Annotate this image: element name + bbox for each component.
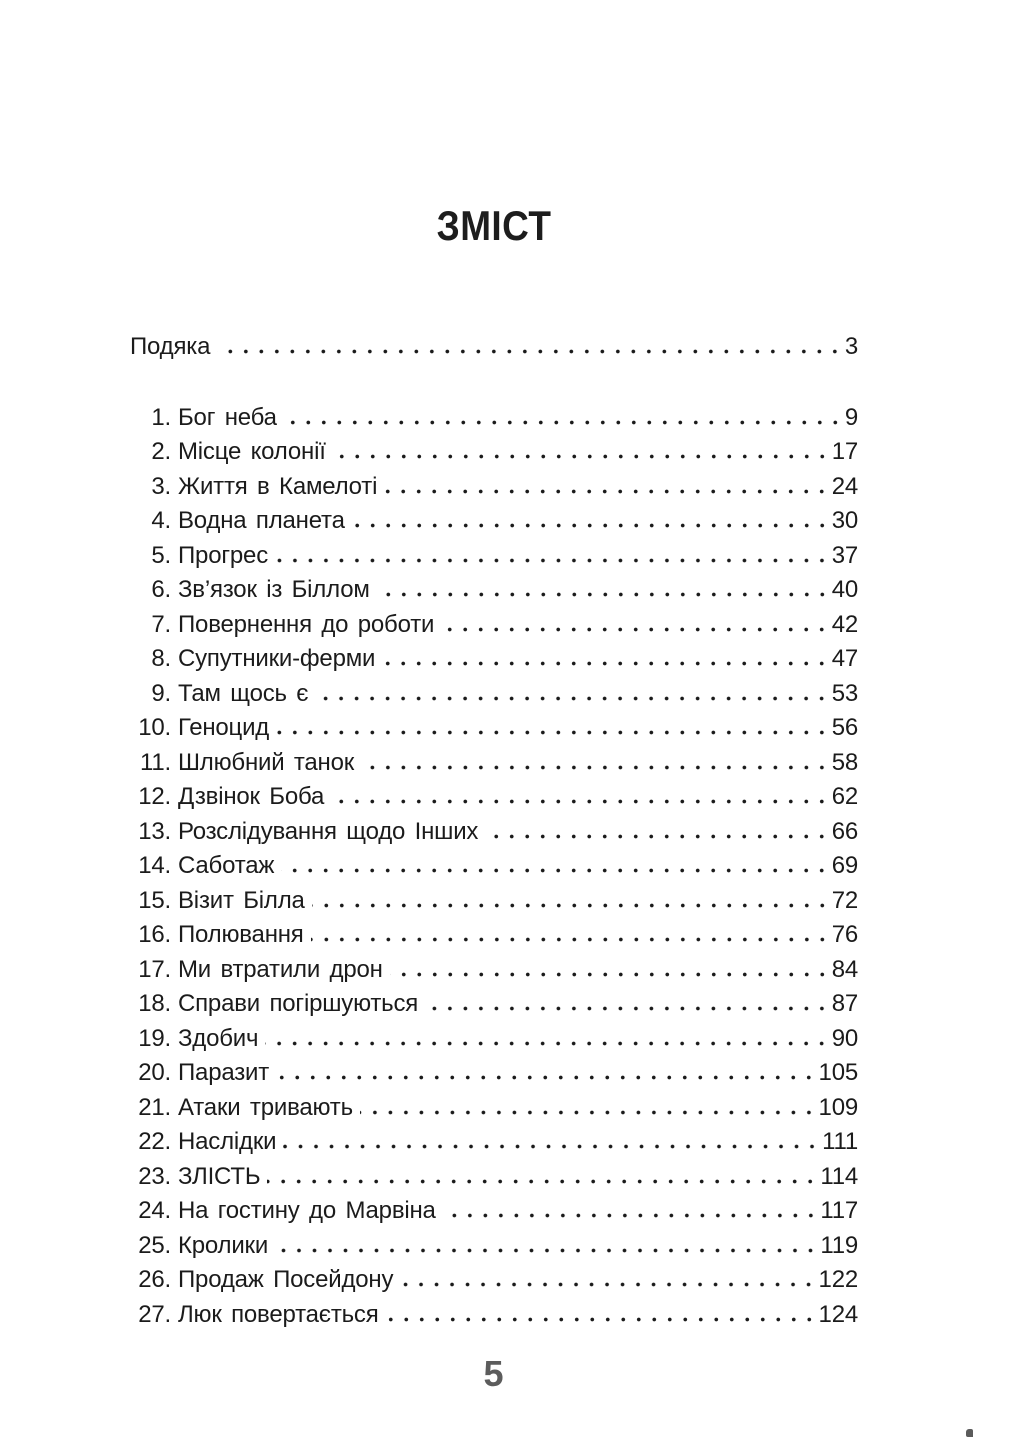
toc-entry-title: Наслідки — [178, 1128, 277, 1155]
toc-entry-title: Продаж Посейдону — [178, 1266, 394, 1293]
dot-leader — [267, 1179, 818, 1184]
toc-entry-title: Дзвінок Боба — [178, 783, 325, 810]
toc-entry-page: 87 — [831, 990, 858, 1017]
toc-entry-title: Зв’язок із Біллом — [178, 576, 370, 603]
toc-entry-row — [130, 818, 858, 853]
toc-entry-page: 56 — [831, 714, 858, 741]
toc-entry-number: 22. — [138, 1128, 171, 1155]
toc-entry-number: 9. — [151, 679, 171, 707]
toc-entry-page: 111 — [822, 1128, 858, 1155]
dot-leader — [311, 937, 830, 942]
toc-entry-row — [130, 852, 858, 887]
toc-entry-row — [130, 473, 858, 508]
toc-entry-page: 119 — [820, 1231, 858, 1259]
toc-entry-page: 58 — [831, 748, 858, 776]
toc-entry-row — [130, 1232, 858, 1267]
toc-entry-row — [130, 1266, 858, 1301]
toc-entry-row — [130, 1301, 858, 1336]
dot-leader — [275, 1248, 818, 1253]
toc-entry-title: Атаки тривають — [178, 1093, 353, 1121]
toc-entry-number: 15. — [138, 886, 171, 914]
toc-entry-title: Візит Білла — [178, 886, 305, 914]
toc-entry-page: 109 — [818, 1093, 858, 1121]
toc-entry-page: 40 — [831, 576, 858, 603]
toc-entry-number: 16. — [138, 921, 171, 948]
dot-leader — [217, 349, 843, 354]
dot-leader — [485, 834, 829, 839]
toc-entry-page: 90 — [831, 1024, 858, 1052]
toc-entry-title: Місце колонії — [178, 438, 326, 465]
toc-entry-title: Справи погіршуються — [178, 990, 419, 1017]
toc-entry-row — [130, 507, 858, 542]
toc-entry-number: 4. — [151, 507, 171, 534]
toc-entry-row — [130, 887, 858, 922]
toc-entry-page: 124 — [818, 1300, 858, 1328]
toc-entry-row — [130, 404, 858, 439]
toc-entry-row — [130, 1094, 858, 1129]
toc-entry-page: 62 — [831, 783, 858, 810]
toc-entry-title: Там щось є — [178, 679, 309, 707]
toc-entry-title: Кролики — [178, 1231, 269, 1259]
toc-entry-title: Геноцид — [178, 714, 270, 741]
dot-leader — [400, 1282, 816, 1287]
toc-entry-page: 114 — [820, 1162, 858, 1190]
toc-entry-title: Бог неба — [178, 403, 277, 431]
dot-leader — [275, 558, 830, 563]
dot-leader — [312, 903, 830, 908]
toc-entry-title: Саботаж — [178, 852, 275, 879]
toc-entry-title: Життя в Камелоті — [178, 472, 378, 500]
toc-entry-number: 3. — [151, 472, 171, 500]
page-title: ЗМІСТ — [436, 202, 552, 249]
dot-leader — [265, 1041, 829, 1046]
dot-leader — [276, 1075, 817, 1080]
toc-entry-page: 84 — [831, 955, 858, 983]
toc-entry-number: 5. — [151, 541, 171, 569]
toc-entry-page: 37 — [831, 541, 858, 569]
toc-entry-number: 10. — [138, 714, 171, 741]
toc-entry-number: 7. — [151, 610, 171, 638]
toc-entry-title: Люк повертається — [178, 1300, 379, 1328]
dot-leader — [382, 661, 829, 666]
dot-leader — [315, 696, 829, 701]
toc-entry-row — [130, 714, 858, 749]
toc-entry-title: Ми втратили дрон — [178, 955, 383, 983]
toc-entry-number: 25. — [138, 1231, 171, 1259]
dot-leader — [284, 420, 843, 425]
toc-entry-number: 21. — [138, 1093, 171, 1121]
toc-entry-page: 17 — [831, 438, 858, 465]
toc-entry-row — [130, 542, 858, 577]
toc-entry-page: 47 — [831, 645, 858, 672]
toc-entry-number: 6. — [151, 576, 171, 603]
dot-leader — [281, 868, 829, 873]
toc-entry-number: 26. — [138, 1266, 171, 1293]
toc-front-matter-title: Подяка — [130, 333, 211, 360]
toc-entry-row — [130, 576, 858, 611]
toc-entry-row — [130, 921, 858, 956]
toc-entry-number: 1. — [151, 403, 171, 431]
toc-entry-list — [130, 404, 858, 1336]
toc-entry-page: 105 — [818, 1059, 858, 1086]
toc-entry-page: 122 — [818, 1266, 858, 1293]
dot-leader — [333, 454, 830, 459]
toc-entry-page: 76 — [831, 921, 858, 948]
toc-entry-number: 18. — [138, 990, 171, 1017]
toc-entry-number: 27. — [138, 1300, 171, 1328]
toc-page — [130, 0, 858, 1395]
toc-entry-row — [130, 749, 858, 784]
toc-entry-page: 117 — [820, 1197, 858, 1224]
toc-entry-page: 66 — [831, 817, 858, 845]
toc-entry-row — [130, 645, 858, 680]
toc-entry-page: 9 — [844, 403, 858, 431]
toc-entry-number: 13. — [138, 817, 171, 845]
toc-entry-page: 69 — [831, 852, 858, 879]
dot-leader — [331, 799, 830, 804]
toc-entry-title: Полювання — [178, 921, 304, 948]
toc-entry-page: 42 — [831, 610, 858, 638]
toc-entry-number: 24. — [138, 1197, 171, 1224]
toc-entry-row — [130, 611, 858, 646]
dot-leader — [384, 489, 829, 494]
toc-entry-page: 24 — [831, 472, 858, 500]
scan-artifact — [966, 1429, 973, 1437]
dot-leader — [276, 730, 830, 735]
toc-entry-title: Розслідування щодо Інших — [178, 817, 479, 845]
toc-entry-title: Повернення до роботи — [178, 610, 435, 638]
dot-leader — [361, 765, 830, 770]
toc-entry-number: 20. — [138, 1059, 171, 1086]
toc-entry-row — [130, 990, 858, 1025]
dot-leader — [390, 972, 830, 977]
toc-entry-row — [130, 1059, 858, 1094]
toc-entry-title: ЗЛІСТЬ — [178, 1162, 261, 1190]
toc-entry-number: 19. — [138, 1024, 171, 1052]
toc-entry-number: 17. — [138, 955, 171, 983]
toc-entry-row — [130, 956, 858, 991]
toc-entry-row — [130, 680, 858, 715]
toc-entry-row — [130, 783, 858, 818]
toc-entry-title: Здобич — [178, 1024, 259, 1052]
toc-entry-number: 2. — [151, 438, 171, 465]
dot-leader — [441, 627, 829, 632]
toc-entry-number: 23. — [138, 1162, 171, 1190]
toc-entry-number: 14. — [138, 852, 171, 879]
toc-entry-row — [130, 1163, 858, 1198]
toc-front-matter-row — [130, 333, 858, 368]
toc-entry-title: Паразит — [178, 1059, 270, 1086]
dot-leader — [377, 592, 830, 597]
dot-leader — [283, 1144, 820, 1149]
toc-entry-number: 11. — [140, 748, 171, 776]
toc-entry-title: Прогрес — [178, 541, 268, 569]
toc-entry-row — [130, 1197, 858, 1232]
dot-leader — [352, 523, 830, 528]
toc-entry-page: 72 — [831, 886, 858, 914]
toc-entry-title: Супутники-ферми — [178, 645, 376, 672]
toc-entry-page: 30 — [831, 507, 858, 534]
toc-entry-row — [130, 438, 858, 473]
toc-entry-title: На гостину до Марвіна — [178, 1197, 436, 1224]
toc-entry-row — [130, 1128, 858, 1163]
toc-entry-page: 53 — [831, 679, 858, 707]
toc-entry-number: 12. — [138, 783, 171, 810]
toc-front-matter-page: 3 — [844, 333, 858, 360]
page-number: 5 — [483, 1353, 505, 1394]
toc-entry-number: 8. — [151, 645, 171, 672]
dot-leader — [386, 1317, 817, 1322]
toc-entry-title: Водна планета — [178, 507, 345, 534]
toc-entry-row — [130, 1025, 858, 1060]
dot-leader — [425, 1006, 830, 1011]
toc-entry-title: Шлюбний танок — [178, 748, 355, 776]
dot-leader — [443, 1213, 819, 1218]
dot-leader — [360, 1110, 817, 1115]
